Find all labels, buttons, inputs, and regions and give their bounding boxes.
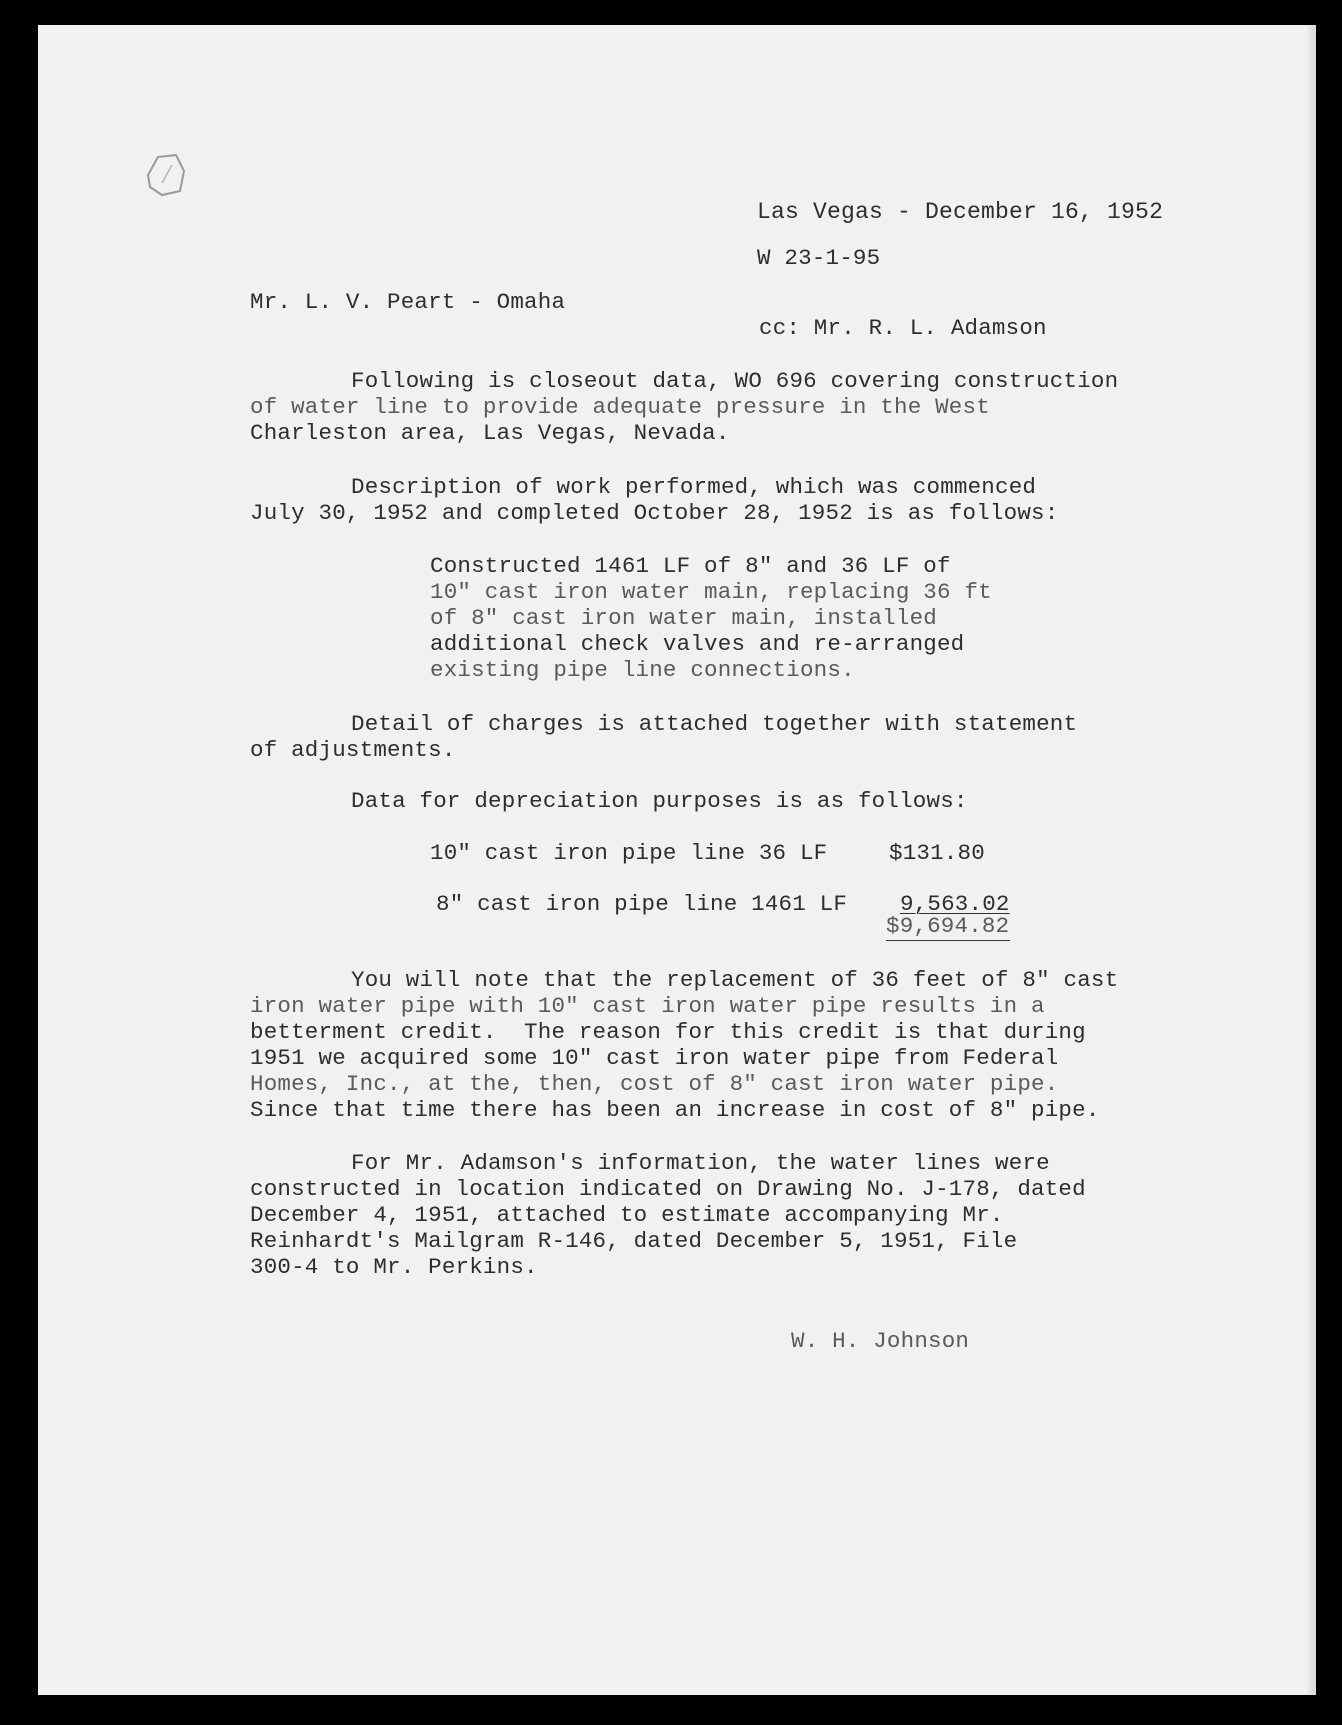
text-line: constructed in location indicated on Drawing No. J-178, dated: [250, 1176, 1086, 1202]
cc-line: cc: Mr. R. L. Adamson: [759, 315, 1047, 341]
depreciation-row-label: 10" cast iron pipe line 36 LF: [430, 840, 828, 866]
depreciation-total: $9,694.82: [886, 913, 1010, 939]
text-line: Reinhardt's Mailgram R-146, dated December 5, 1951, File: [250, 1228, 1018, 1254]
text-line: Since that time there has been an increase in cost of 8" pipe.: [250, 1097, 1100, 1123]
text-line: existing pipe line connections.: [430, 657, 855, 683]
text-line: December 4, 1951, attached to estimate accompanying Mr.: [250, 1202, 1004, 1228]
dateline: Las Vegas - December 16, 1952: [757, 199, 1164, 225]
file-reference: W 23-1-95: [757, 245, 881, 271]
text-line: betterment credit. The reason for this credit is that during: [250, 1019, 1086, 1045]
text-line: 10" cast iron water main, replacing 36 ft: [430, 579, 992, 605]
text-line: July 30, 1952 and completed October 28, 1952 is as follows:: [250, 500, 1059, 526]
text-line: Description of work performed, which was commenced: [351, 474, 1037, 500]
letter-page: [38, 25, 1316, 1695]
signature: W. H. Johnson: [791, 1328, 970, 1354]
text-line: of adjustments.: [250, 737, 456, 763]
text-line: additional check valves and re-arranged: [430, 631, 965, 657]
text-line: of 8" cast iron water main, installed: [430, 605, 937, 631]
text-line: Homes, Inc., at the, then, cost of 8" cast iron water pipe.: [250, 1071, 1059, 1097]
text-line: Detail of charges is attached together with statement: [351, 711, 1078, 737]
depreciation-row-label: 8" cast iron pipe line 1461 LF: [436, 891, 848, 917]
text-line: Following is closeout data, WO 696 covering construction: [351, 368, 1119, 394]
text-line: Charleston area, Las Vegas, Nevada.: [250, 420, 730, 446]
addressee: Mr. L. V. Peart - Omaha: [250, 289, 566, 315]
text-line: Constructed 1461 LF of 8" and 36 LF of: [430, 553, 951, 579]
depreciation-intro: Data for depreciation purposes is as follows:: [351, 788, 968, 814]
text-line: 300-4 to Mr. Perkins.: [250, 1254, 538, 1280]
text-line: iron water pipe with 10" cast iron water pipe results in a: [250, 993, 1045, 1019]
text-line: 1951 we acquired some 10" cast iron water pipe from Federal: [250, 1045, 1059, 1071]
depreciation-row-amount: 9,563.02: [900, 891, 1010, 917]
depreciation-row-amount: $131.80: [889, 840, 985, 866]
text-line: For Mr. Adamson's information, the water lines were: [351, 1150, 1050, 1176]
total-underline: [886, 940, 1010, 941]
text-line: of water line to provide adequate pressure in the West: [250, 394, 990, 420]
text-line: You will note that the replacement of 36 feet of 8" cast: [351, 967, 1119, 993]
paper-mark-icon: [136, 143, 196, 205]
